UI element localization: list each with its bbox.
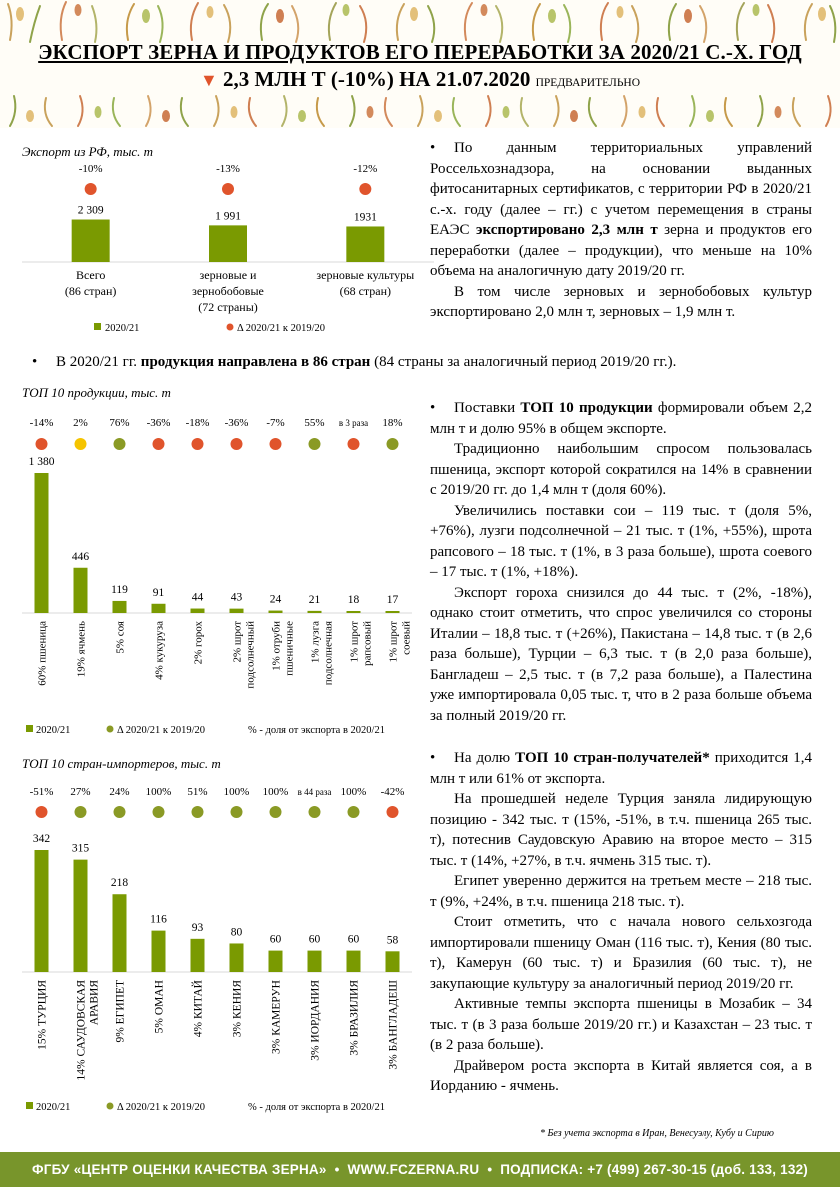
value-label: 218 — [110, 877, 129, 890]
footer-website-link[interactable]: WWW.FCZERNA.RU — [347, 1162, 480, 1177]
category-label: 2% шротподсолнечный — [231, 621, 257, 689]
subtitle-note: ПРЕДВАРИТЕЛЬНО — [535, 77, 641, 89]
change-label: 55% — [304, 417, 325, 429]
legend-bar-swatch — [26, 725, 33, 732]
bar — [269, 951, 283, 972]
category-label: 60% пшеница — [36, 621, 49, 686]
value-label: 80 — [230, 926, 243, 939]
legend-label: 2020/21 — [105, 323, 140, 334]
bar — [347, 951, 361, 972]
value-label: 119 — [111, 583, 128, 596]
change-label: 27% — [70, 786, 91, 798]
change-dot — [153, 806, 165, 818]
change-label: 24% — [109, 786, 130, 798]
text-block-products — [430, 398, 812, 726]
page-title: ЭКСПОРТ ЗЕРНА И ПРОДУКТОВ ЕГО ПЕРЕРАБОТКИ ЗА 2020/21 С.-Х. ГОД — [38, 40, 802, 64]
bar — [152, 931, 166, 972]
change-dot — [114, 438, 126, 450]
footer-separator: • — [334, 1162, 340, 1177]
category-label: 4% кукуруза — [153, 621, 166, 680]
change-label: -36% — [224, 417, 249, 429]
change-label: 51% — [187, 786, 208, 798]
change-label: 2% — [73, 417, 88, 429]
change-label: 100% — [262, 786, 289, 798]
paragraph-egypt: Египет уверенно держится на третьем месте – 218 тыс. т (9%, +24%, в т.ч. пшеница 218 тыс. т). — [430, 873, 812, 910]
footer-subscription-phone[interactable]: ПОДПИСКА: +7 (499) 267-30-15 (доб. 133, 132) — [500, 1162, 808, 1177]
bar — [35, 850, 49, 972]
value-label: 17 — [386, 594, 399, 606]
legend-label: Δ 2020/21 к 2019/20 — [117, 1102, 205, 1113]
bar — [35, 473, 49, 613]
category-label: зерновые и зернобобовые (72 страны) — [192, 268, 264, 314]
category-label: 19% ячмень — [75, 621, 88, 678]
bar — [269, 611, 283, 613]
change-dot — [348, 438, 360, 450]
legend-label: % - доля от экспорта в 2020/21 — [248, 725, 385, 736]
value-label: 342 — [32, 833, 51, 845]
change-label: 100% — [340, 786, 367, 798]
paragraph-top10-countries: • На долю ТОП 10 стран-получателей* приходится 1,4 млн т или 61% от экспорта. — [430, 750, 812, 787]
category-label: 3% БАНГЛАДЕШ — [387, 980, 400, 1070]
change-dot — [359, 183, 371, 195]
legend-bar-swatch — [26, 1102, 33, 1109]
text-block-countries-count: • В 2020/21 гг. продукция направлена в 86 стран (84 страны за аналогичный период 2019/20 гг.). — [32, 352, 822, 373]
change-label: 100% — [223, 786, 250, 798]
category-label: 1% шротрапсовый — [348, 621, 374, 666]
bar — [74, 568, 88, 613]
chart-products-title: ТОП 10 продукции, тыс. т — [22, 385, 171, 400]
change-dot — [36, 806, 48, 818]
paragraph-export-summary: • По данным территориальных управлений Россельхознадзора, на основании выданных фитосанитарных сертификатов, с территории РФ в 2020/21 с.-х. году (далее – гг.) с учетом перемещения в страны ЕАЭС экспортировано 2,3 млн т зерна и продуктов его переработки (далее – продукции), что меньше на 10% объема на аналогичную дату 2019/20 гг. — [430, 140, 813, 279]
value-label: 24 — [269, 593, 282, 606]
legend-dot-swatch — [227, 324, 234, 331]
change-label: 18% — [382, 417, 403, 429]
bar — [72, 220, 110, 262]
paragraph-drivers: Драйвером роста экспорта в Китай является соя, а в Иорданию - ячмень. — [430, 1057, 812, 1094]
bar — [346, 226, 384, 262]
paragraph-mozambique: Активные темпы экспорта пшеницы в Мозабик – 34 тыс. т (в 3 раза больше 2019/20 гг.) и Казахстан – 23 тыс. т (в 2 раза больше). — [430, 996, 812, 1053]
bar — [230, 609, 244, 613]
footer-org: ФГБУ «ЦЕНТР ОЦЕНКИ КАЧЕСТВА ЗЕРНА» — [32, 1162, 327, 1177]
change-label: 100% — [145, 786, 172, 798]
change-dot — [85, 183, 97, 195]
value-label: 44 — [191, 591, 204, 604]
bar — [191, 609, 205, 613]
bar — [191, 939, 205, 972]
value-label: 60 — [269, 933, 282, 946]
paragraph-wheat: Традиционно наибольшим спросом пользовалась пшеница, экспорт которой сократился на 14% в сравнении с 2019/20 гг. до 1,4 млн т (доля 60%). — [430, 441, 812, 498]
bar — [113, 601, 127, 613]
category-label: 14% САУДОВСКАЯАРАВИЯ — [75, 980, 101, 1081]
legend-bar-swatch — [94, 323, 101, 330]
bullet-icon: • — [32, 354, 38, 370]
page-title-block — [0, 40, 840, 92]
category-label: зерновые культуры (68 стран) — [316, 268, 415, 298]
category-label: Всего (86 стран) — [64, 268, 117, 298]
value-label: 43 — [230, 591, 243, 604]
change-dot — [36, 438, 48, 450]
change-label: -12% — [353, 163, 378, 175]
paragraph-grain-summary: В том числе зерновых и зернобобовых культур экспортировано 2,0 млн т, зерновых – 1,9 млн т. — [430, 283, 812, 320]
bar — [74, 860, 88, 972]
footer-bar — [0, 1152, 840, 1187]
change-dot — [348, 806, 360, 818]
paragraph-top10-products: • Поставки ТОП 10 продукции формировали объем 2,2 млн т и долю 95% в общем экспорте. — [430, 400, 812, 437]
decorative-grain-border-top — [0, 0, 840, 44]
change-label: -36% — [146, 417, 171, 429]
category-label: 1% лузгаподсолнечная — [309, 621, 335, 686]
change-dot — [231, 438, 243, 450]
bar — [113, 894, 127, 972]
change-dot — [153, 438, 165, 450]
bar — [152, 604, 166, 613]
change-dot — [231, 806, 243, 818]
change-dot — [309, 438, 321, 450]
subtitle-value: 2,3 МЛН Т (-10%) НА 21.07.2020 — [223, 67, 531, 91]
change-dot — [192, 438, 204, 450]
legend-label: 2020/21 — [36, 1102, 71, 1113]
change-label: в 44 раза — [297, 787, 332, 797]
change-dot — [270, 806, 282, 818]
down-triangle-icon: ▼ — [199, 70, 218, 90]
value-label: 315 — [71, 842, 90, 855]
change-dot — [270, 438, 282, 450]
change-label: -10% — [78, 163, 103, 175]
text-block-countries — [430, 748, 812, 1097]
change-dot — [192, 806, 204, 818]
change-label: -51% — [29, 786, 54, 798]
chart-export-title: Экспорт из РФ, тыс. т — [22, 144, 154, 159]
value-label: 1 380 — [28, 456, 55, 468]
category-label: 1% шротсоевый — [387, 621, 412, 663]
value-label: 91 — [152, 586, 165, 599]
bar — [386, 611, 400, 613]
change-label: -14% — [29, 417, 54, 429]
bullet-icon: • — [430, 400, 436, 416]
legend-dot-swatch — [107, 1103, 114, 1110]
change-dot — [387, 806, 399, 818]
page-subtitle — [0, 67, 840, 92]
change-dot — [75, 806, 87, 818]
category-label: 5% соя — [114, 621, 127, 654]
category-label: 3% ИОРДАНИЯ — [309, 980, 322, 1061]
change-dot — [114, 806, 126, 818]
value-label: 116 — [150, 913, 167, 926]
value-label: 58 — [386, 934, 399, 947]
category-label: 3% БРАЗИЛИЯ — [348, 980, 361, 1056]
paragraph-growth: Увеличились поставки сои – 119 тыс. т (доля 5%, +76%), лузги подсолнечной – 21 тыс. т (1%, +55%), шрота рапсового – 18 тыс. т (1%, в 3 раза больше), шрота соевого – 17 тыс. т (1%, +18%). — [430, 502, 812, 580]
footnote: * Без учета экспорта в Иран, Венесуэлу, Кубу и Сирию — [540, 1128, 774, 1139]
chart-top10-countries — [22, 778, 412, 1118]
legend-label: 2020/21 — [36, 725, 71, 736]
value-label: 21 — [308, 593, 321, 606]
category-label: 9% ЕГИПЕТ — [114, 980, 127, 1043]
change-dot — [309, 806, 321, 818]
value-label: 93 — [191, 921, 204, 934]
decorative-grain-border-bottom — [0, 94, 840, 128]
bar — [209, 225, 247, 262]
legend-label: Δ 2020/21 к 2019/20 — [237, 323, 325, 334]
bullet-icon: • — [430, 140, 436, 156]
change-label: -7% — [266, 417, 285, 429]
chart-top10-products — [22, 408, 412, 738]
legend-label: Δ 2020/21 к 2019/20 — [117, 725, 205, 736]
category-label: 1% отрубипшеничные — [270, 621, 296, 676]
legend-dot-swatch — [107, 726, 114, 733]
value-label: 2 309 — [77, 204, 104, 217]
category-label: 3% КАМЕРУН — [270, 980, 283, 1054]
category-label: 4% КИТАЙ — [192, 980, 205, 1038]
change-dot — [75, 438, 87, 450]
footer-separator: • — [487, 1162, 493, 1177]
category-label: 15% ТУРЦИЯ — [36, 980, 49, 1050]
value-label: 18 — [347, 594, 360, 606]
change-label: 76% — [109, 417, 130, 429]
paragraph-turkey: На прошедшей неделе Турция заняла лидирующую позицию - 342 тыс. т (15%, -51%, в т.ч. пшеница 265 тыс. т), потеснив Саудовскую Аравию на второе место – 315 тыс. т (14%, +27%, в т.ч. ячмень 315 тыс. т). — [430, 791, 812, 869]
change-label: -13% — [216, 163, 240, 175]
value-label: 1 991 — [215, 210, 241, 223]
paragraph-peas: Экспорт гороха снизился до 44 тыс. т (2%, -18%), однако стоит отметить, что спрос увеличился со стороны Италии – 18,8 тыс. т (+26%), Пакистана – 14,8 тыс. т (в 2,6 раза больше), Турции – 6,3 тыс. т (в 2,0 раза больше), Бангладеш – 2,5 тыс. т (в 7,2 раза больше), а Палестина уже импортировала 0,05 тыс. т, что в 2 раза больше объема за полный 2019/20 гг. — [430, 584, 812, 724]
bar — [308, 611, 322, 613]
change-label: -42% — [380, 786, 405, 798]
change-dot — [222, 183, 234, 195]
change-label: в 3 раза — [338, 418, 369, 428]
bar — [230, 943, 244, 972]
bullet-icon: • — [430, 750, 436, 766]
paragraph-new-importers: Стоит отметить, что с начала нового сельхозгода импортировали пшеницу Оман (116 тыс. т), Кения (80 тыс. т), Камерун (60 тыс. т) и Бразилия (60 тыс. т), не закупающие культуру за аналогичный период 2019/20 гг. — [430, 914, 812, 992]
chart-countries-title: ТОП 10 стран-импортеров, тыс. т — [22, 756, 221, 771]
category-label: 3% КЕНИЯ — [231, 980, 244, 1038]
bar — [347, 611, 361, 613]
change-dot — [387, 438, 399, 450]
category-label: 2% горох — [192, 621, 205, 665]
text-block-summary — [430, 138, 812, 323]
value-label: 60 — [347, 933, 360, 946]
value-label: 60 — [308, 933, 321, 946]
change-label: -18% — [185, 417, 210, 429]
bar — [386, 951, 400, 972]
category-label: 5% ОМАН — [153, 980, 166, 1034]
value-label: 446 — [71, 550, 90, 563]
legend-label: % - доля от экспорта в 2020/21 — [248, 1102, 385, 1113]
value-label: 1931 — [353, 211, 377, 224]
bar — [308, 951, 322, 972]
chart-export-total — [22, 160, 434, 360]
